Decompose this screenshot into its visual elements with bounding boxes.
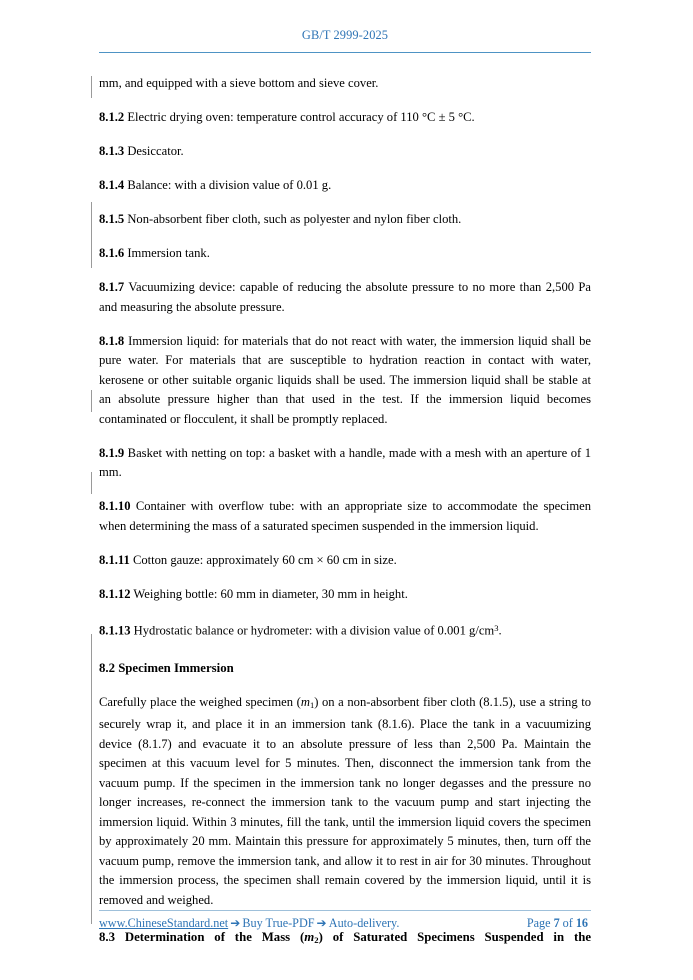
heading-text-lead: 8.3 Determination of the Mass ( — [99, 930, 305, 945]
current-page-number: 7 — [553, 916, 560, 930]
clause-8-1-9 — [99, 444, 591, 483]
clause-8-1-13 — [99, 619, 591, 641]
document-body — [99, 74, 591, 970]
paragraph-text-lead: Carefully place the weighed specimen ( — [99, 695, 301, 710]
symbol-subscript: 1 — [309, 699, 315, 710]
footer-promo — [99, 916, 399, 931]
clause-text: Non-absorbent fiber cloth, such as polyester and nylon fiber cloth. — [124, 212, 462, 226]
clause-8-1-11 — [99, 551, 591, 571]
footer-mid-text: Buy True-PDF — [242, 916, 315, 930]
clause-text: Immersion liquid: for materials that do not react with water, the immersion liquid shall be pure water. For materials that are susceptible to hydration reaction in contact with water, kerosene or other suitable organic liquids shall be used. The immersion liquid shall be stable at an absolute pressure higher than that used in the test. If the immersion liquid becomes contaminated or flocculent, it shall be promptly replaced. — [99, 333, 591, 426]
clause-number: 8.1.12 — [99, 586, 131, 601]
header-divider — [99, 52, 591, 53]
clause-8-1-3 — [99, 142, 591, 162]
revision-change-bar — [91, 390, 92, 412]
symbol-m: m — [304, 930, 315, 945]
clause-number: 8.1.7 — [99, 280, 125, 294]
clause-number: 8.1.5 — [99, 212, 125, 226]
clause-text: Hydrostatic balance or hydrometer: with a division value of 0.001 g/cm — [130, 623, 495, 638]
page-footer — [99, 916, 591, 931]
section-heading-8-2: 8.2 Specimen Immersion — [99, 660, 234, 675]
clause-number: 8.1.3 — [99, 144, 125, 158]
revision-change-bar — [91, 634, 92, 924]
standard-number-title: GB/T 2999-2025 — [301, 28, 389, 42]
page-label: Page — [526, 916, 551, 930]
clause-text: Weighing bottle: 60 mm in diameter, 30 mm in height. — [130, 586, 408, 601]
clause-text: Basket with netting on top: a basket with a handle, made with a mesh with an aperture of 1 mm. — [99, 445, 591, 479]
clause-8-1-8 — [99, 332, 591, 430]
clause-number: 8.1.9 — [99, 445, 125, 460]
footer-tail-text: Auto-delivery. — [328, 916, 400, 930]
clause-8-1-6 — [99, 244, 591, 264]
clause-text: Cotton gauze: approximately 60 cm × 60 cm in size. — [129, 552, 397, 567]
page-indicator — [527, 916, 591, 931]
clause-8-1-2 — [99, 108, 591, 128]
section-heading-8-3 — [99, 928, 591, 970]
clause-number: 8.1.10 — [99, 499, 131, 513]
clause-text: Balance: with a division value of 0.01 g. — [124, 178, 332, 192]
total-page-number: 16 — [575, 916, 588, 930]
section-8-2-paragraph — [99, 693, 591, 910]
clause-text: Vacuumizing device: capable of reducing the absolute pressure to no more than 2,500 Pa and measuring the absolute pressure. — [99, 280, 591, 314]
clause-text: Immersion tank. — [124, 246, 210, 260]
clause-number: 8.1.8 — [99, 333, 125, 348]
paragraph-text-body: ) on a non-absorbent fiber cloth (8.1.5), use a string to securely wrap it, and place it in an immersion tank (8.1.6). Place the tank in a vacuumizing device (8.1.7) and evacuate it to an absolute pressure of less than 2,500 Pa. Maintain the specimen at this vacuum level for 5 minutes. Then, disconnect the immersion tank from the vacuum pump. If the specimen in the immersion tank no longer degasses and the pressure no longer increases, re-connect the immersion tank to the vacuum pump and start injecting the immersion liquid. Within 3 minutes, fill the tank, until the immersion liquid covers the specimen by approximately 20 mm. Maintain this pressure for approximately 5 minutes, then, turn off the vacuum pump, remove the immersion tank, and allow it to rest in air for 30 minutes. Throughout the immersion process, the specimen shall remain covered by the immersion liquid, until it is removed and weighed. — [99, 695, 592, 907]
clause-number: 8.1.6 — [99, 246, 125, 260]
clause-8-1-12 — [99, 585, 591, 605]
heading-text-tail: ) of Saturated Specimens Suspended in the — [318, 930, 592, 945]
footer-divider — [99, 910, 591, 911]
clause-number: 8.1.2 — [99, 110, 125, 124]
clause-number: 8.1.4 — [99, 178, 125, 192]
symbol-m: m — [300, 695, 310, 710]
clause-text-tail: . — [498, 623, 502, 638]
clause-text: Container with overflow tube: with an appropriate size to accommodate the specimen when determining the mass of a saturated specimen suspended in the immersion liquid. — [99, 499, 591, 533]
clause-number: 8.1.11 — [99, 552, 130, 567]
clause-number: 8.1.13 — [99, 623, 131, 638]
clause-8-1-5 — [99, 210, 591, 230]
paragraph-continuation: mm, and equipped with a sieve bottom and sieve cover. — [99, 76, 379, 90]
revision-change-bar — [91, 472, 92, 494]
of-label: of — [562, 916, 573, 930]
arrow-right-icon: ➔ — [316, 916, 327, 930]
chinesestandard-link[interactable]: www.ChineseStandard.net — [99, 916, 229, 930]
clause-text: Electric drying oven: temperature control accuracy of 110 °C ± 5 °C. — [124, 110, 475, 124]
unit-superscript: 3 — [494, 622, 499, 633]
clause-8-1-7 — [99, 278, 591, 317]
symbol-subscript: 2 — [314, 935, 319, 946]
clause-8-1-4 — [99, 176, 591, 196]
arrow-right-icon: ➔ — [230, 916, 241, 930]
page-header — [99, 28, 591, 43]
revision-change-bar — [91, 76, 92, 98]
revision-change-bar — [91, 202, 92, 268]
clause-8-1-10 — [99, 497, 591, 536]
clause-text: Desiccator. — [124, 144, 184, 158]
